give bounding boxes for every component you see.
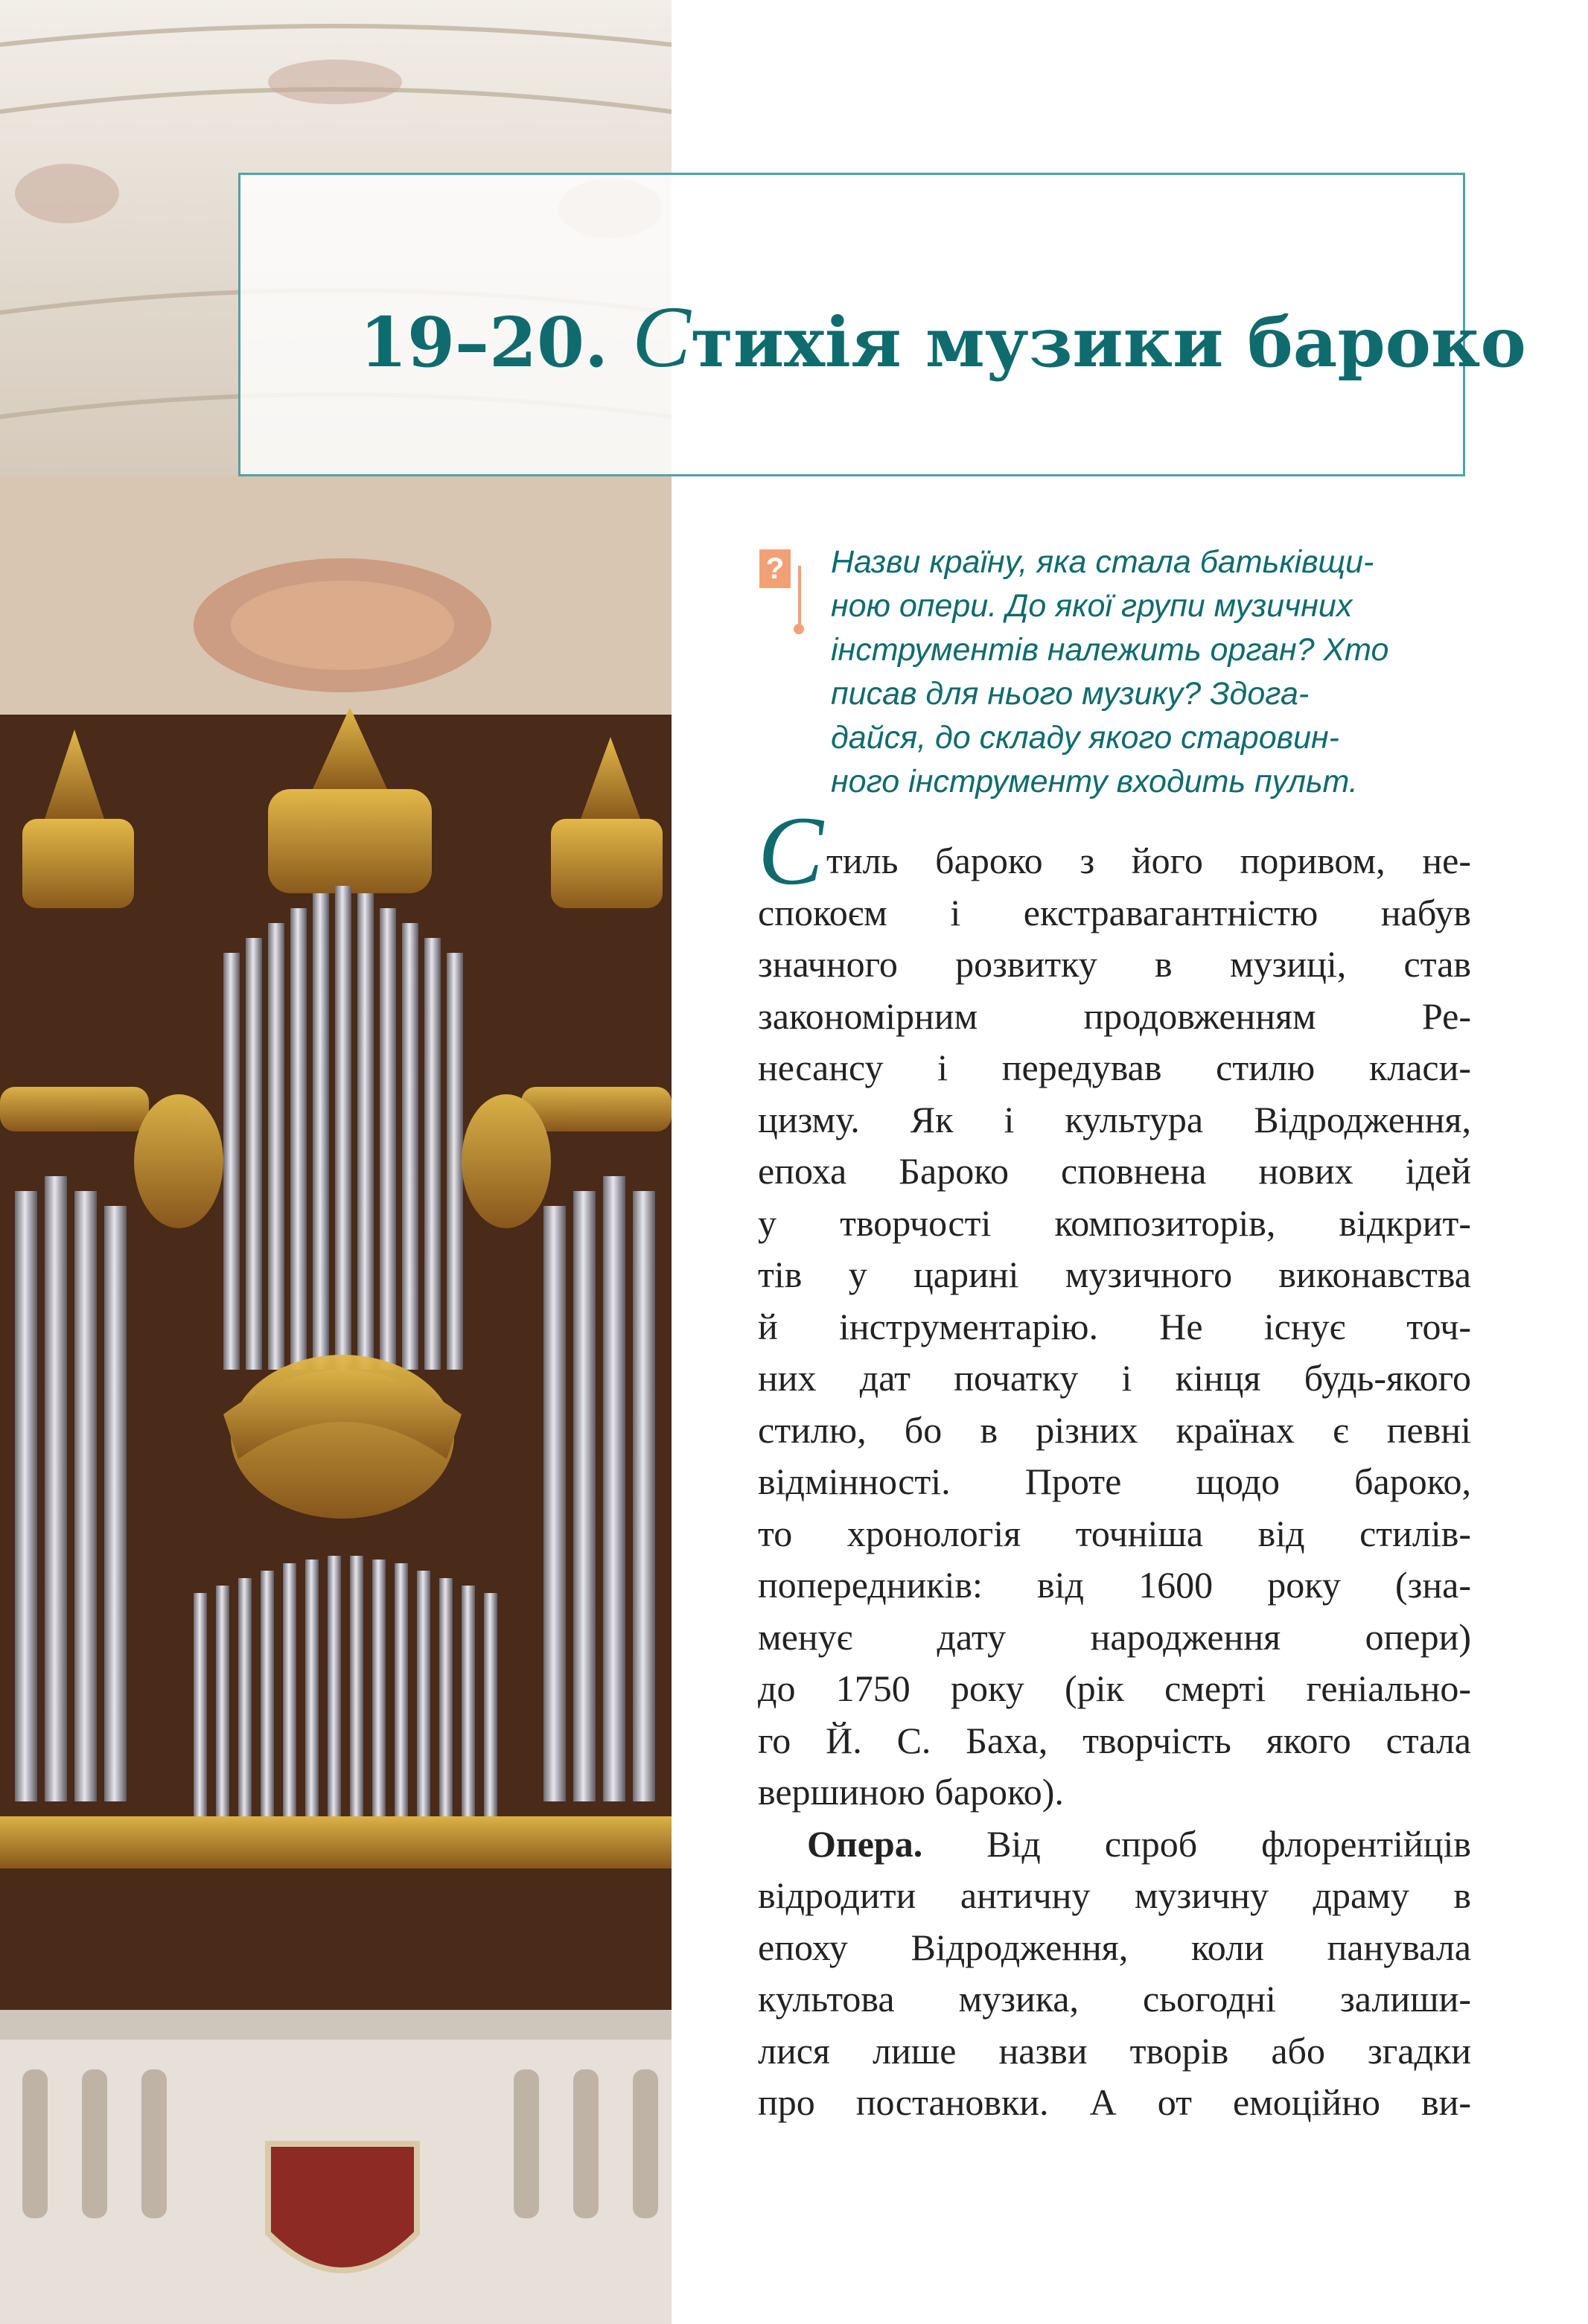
text-line: попередників: від 1600 року (зна- bbox=[758, 1564, 1471, 1606]
text-line: епоху Відродження, коли панувала bbox=[758, 1926, 1471, 1968]
question-line: Назви країну, яка стала батьківщи- bbox=[831, 544, 1374, 580]
text-line: Стиль бароко з його поривом, не- bbox=[758, 796, 1471, 905]
text-line: спокоєм і екстравагантністю набув bbox=[758, 891, 1471, 933]
lesson-number: 19–20. bbox=[360, 302, 609, 383]
text-line: лися лише назви творів або згадки bbox=[758, 2029, 1471, 2072]
text-line: то хронологія точніша від стилів- bbox=[758, 1512, 1471, 1554]
text-line: менує дату народження опери) bbox=[758, 1615, 1471, 1658]
question-icon: ? bbox=[759, 549, 791, 588]
text-line: епоха Бароко сповнена нових ідей bbox=[758, 1150, 1471, 1192]
text-line: них дат початку і кінця будь-якого bbox=[758, 1357, 1471, 1399]
question-marker-line bbox=[798, 566, 801, 631]
text-line: у творчості композиторів, відкрит- bbox=[758, 1201, 1471, 1244]
text-line: вершиною бароко). bbox=[758, 1771, 1064, 1813]
paragraph-heading: Опера. bbox=[807, 1822, 923, 1865]
text-line: закономірним продовженням Ре- bbox=[758, 995, 1471, 1037]
question-line: ною опери. До якої групи музичних bbox=[831, 588, 1353, 624]
text-line: й інструментарію. Не існує точ- bbox=[758, 1305, 1471, 1347]
text-line: стилю, бо в різних країнах є певні bbox=[758, 1408, 1471, 1451]
question-line: писав для нього музику? Здога- bbox=[831, 676, 1310, 712]
body-text bbox=[758, 796, 1471, 2129]
text-line: несансу і передував стилю класи- bbox=[758, 1047, 1471, 1088]
page-title bbox=[360, 287, 1526, 388]
paragraph-2 bbox=[758, 1819, 1471, 2129]
drop-cap: С bbox=[758, 796, 824, 905]
question-block bbox=[831, 540, 1471, 804]
question-line: дайся, до складу якого старовин- bbox=[831, 720, 1339, 756]
title-text: тихія музики бароко bbox=[690, 302, 1526, 383]
paragraph-1 bbox=[758, 796, 1471, 1819]
text-line: значного розвитку в музиці, став bbox=[758, 943, 1471, 985]
text-line: тів у царині музичного виконавства bbox=[758, 1254, 1471, 1295]
title-frame bbox=[238, 173, 1526, 476]
question-line: ного інструменту входить пульт. bbox=[831, 764, 1358, 799]
text-line: цизму. Як і культура Відродження, bbox=[758, 1098, 1471, 1140]
text-line: культова музика, сьогодні залиши- bbox=[758, 1978, 1471, 2020]
question-line: інструментів належить орган? Хто bbox=[831, 632, 1389, 668]
text-line: відродити античну музичну драму в bbox=[758, 1874, 1471, 1916]
title-initial: С bbox=[632, 288, 691, 386]
question-marker-dot bbox=[794, 624, 804, 634]
text-line: відмінності. Проте щодо бароко, bbox=[758, 1461, 1471, 1502]
text-line: Опера. Від спроб флорентійців bbox=[807, 1822, 1471, 1865]
text-line: до 1750 року (рік смерті геніально- bbox=[758, 1667, 1471, 1709]
text-line: го Й. С. Баха, творчість якого стала bbox=[758, 1719, 1471, 1761]
text-line: про постановки. А от емоційно ви- bbox=[758, 2081, 1471, 2123]
